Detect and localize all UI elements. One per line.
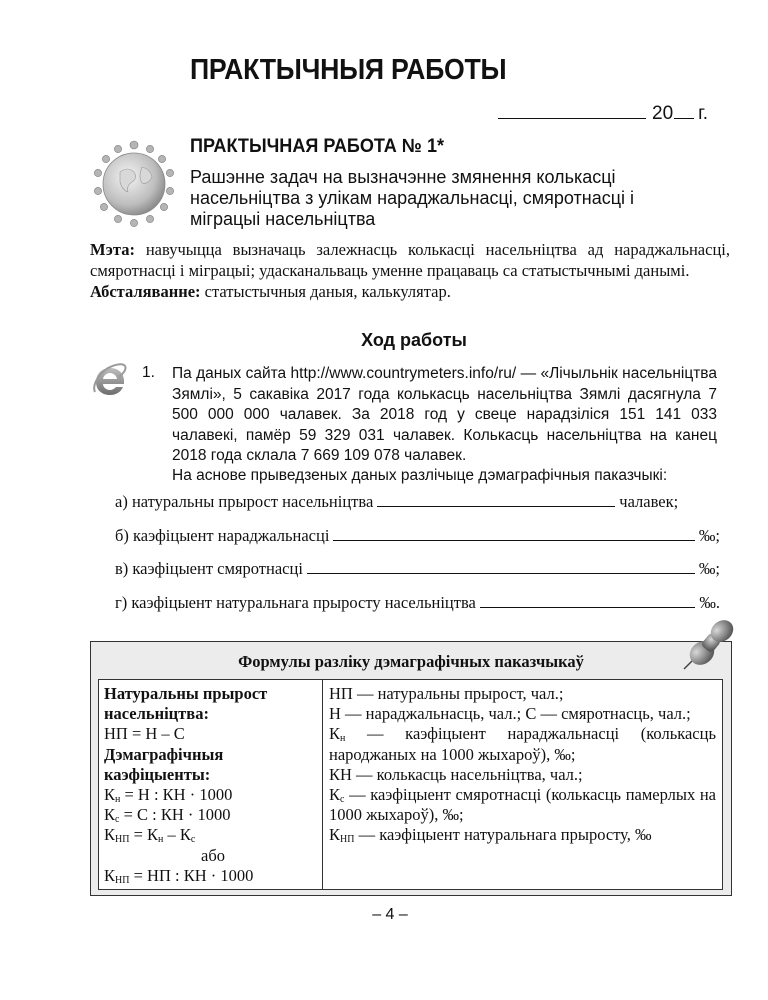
goal-label: Мэта: — [90, 240, 135, 259]
answer-blank[interactable] — [307, 561, 695, 574]
procedure-heading: Ход работы — [361, 330, 467, 350]
np-heading-cont: насельніцтва: — [104, 704, 209, 724]
equipment-label: Абсталяванне: — [90, 282, 201, 301]
date-blank[interactable] — [498, 100, 646, 119]
legend-n-s: Н — нараджальнасць, чал.; С — смяротнасць, чал.; — [329, 704, 691, 724]
answer-label: г) каэфіцыент натуральнага прыросту насельніцтва — [115, 592, 476, 612]
answer-row-v — [115, 559, 720, 593]
answer-unit: чалавек; — [619, 492, 679, 511]
legend-column — [323, 680, 722, 889]
np-formula: НП = Н – С — [104, 724, 185, 744]
answer-label: а) натуральны прырост насельніцтва — [115, 492, 374, 511]
formula-column — [99, 680, 323, 889]
task-number: 1. — [142, 364, 155, 381]
task-paragraph: Па даных сайта http://www.countrymeters.info/ru/ — «Лічыльнік насельніцтва Зямлі», 5 сакавіка 2017 года колькасць насельніцтва Зямлі дасягнула 7 500 000 000 чалавек. За 2018 год у свеце нарадзіліся 151 141 033 чалавекі, памёр 59 329 031 чалавек. Колькасць насельніцтва на канец 2018 года склала 7 669 109 078 чалавек. — [172, 365, 717, 464]
answer-list — [115, 492, 720, 626]
answer-row-a — [115, 492, 720, 526]
answer-blank[interactable] — [480, 595, 696, 608]
ks-formula: $К_с = С$ : КН · 1000 — [104, 805, 231, 826]
equipment-text: статыстычныя даныя, калькулятар. — [200, 282, 451, 301]
legend-np: НП — натуральны прырост, чал.; — [329, 684, 564, 703]
np-heading: Натуральны прырост — [104, 684, 268, 703]
page-number: – 4 – — [372, 906, 408, 923]
work-subtitle: Рашэнне задач на вызначэнне змянення колькасці насельніцтва з улікам нараджальнасці, смяротнасці і міграцыі насельніцтва — [190, 167, 635, 229]
page-title: ПРАКТЫЧНЫЯ РАБОТЫ — [190, 54, 507, 86]
answer-row-b — [115, 526, 720, 560]
formula-heading: Формулы разліку дэмаграфічных паказчыкаў — [238, 652, 584, 671]
answer-unit: ‰; — [698, 525, 720, 545]
knp-formula-2: $К_{НП}$ = НП : КН · 1000 — [104, 865, 254, 886]
work-title: ПРАКТЫЧНАЯ РАБОТА № 1* — [190, 136, 445, 157]
year-suffix: г. — [698, 103, 709, 124]
knp-formula-1: $К_{НП} = К_н - К_с$ — [104, 825, 196, 846]
goal-text: навучыцца вызначаць залежнасць колькасці насельніцтва ад нараджальнасці, смяротнасці і міграцыі; удасканальваць уменне працаваць са статыстычнымі данымі. — [90, 240, 730, 280]
kn-formula: $К_н = Н$ : КН · 1000 — [104, 785, 233, 806]
formula-table — [98, 679, 723, 890]
internet-explorer-icon — [92, 362, 128, 398]
answer-row-g — [115, 593, 720, 627]
goal-block — [90, 239, 730, 302]
globe-with-people-icon — [90, 137, 178, 229]
task-text — [172, 364, 717, 467]
pushpin-icon — [680, 615, 738, 673]
year-prefix: 20 — [652, 103, 674, 124]
task-prompt: На аснове прыведзеных даных разлічыце дэмаграфічныя паказчыкі: — [172, 467, 668, 484]
or-label: або — [201, 845, 225, 865]
answer-label: б) каэфіцыент нараджальнасці — [115, 525, 330, 545]
answer-blank[interactable] — [333, 528, 694, 541]
legend-ks: $К_с$ — каэфіцыент смяротнасці (колькасць памерлых на 1000 жыхароў), ‰; — [329, 785, 716, 825]
date-line — [498, 100, 708, 125]
year-blank[interactable] — [674, 102, 694, 119]
answer-label: в) каэфіцыент смяротнасці — [115, 559, 303, 578]
formula-box — [90, 641, 732, 896]
legend-kn: $К_н$ — каэфіцыент нараджальнасці (колькасць народжаных на 1000 жыхароў), ‰; — [329, 724, 716, 764]
legend-knp: $К_{НП}$ — каэфіцыент натуральнага прыросту, ‰ — [329, 825, 652, 846]
coef-heading: Дэмаграфічныя — [104, 744, 224, 764]
answer-blank[interactable] — [377, 494, 615, 507]
answer-unit: ‰; — [698, 559, 720, 578]
coef-heading-cont: каэфіцыенты: — [104, 764, 211, 784]
answer-unit: ‰. — [699, 592, 720, 612]
legend-kn-pop: КН — колькасць насельніцтва, чал.; — [329, 764, 583, 784]
